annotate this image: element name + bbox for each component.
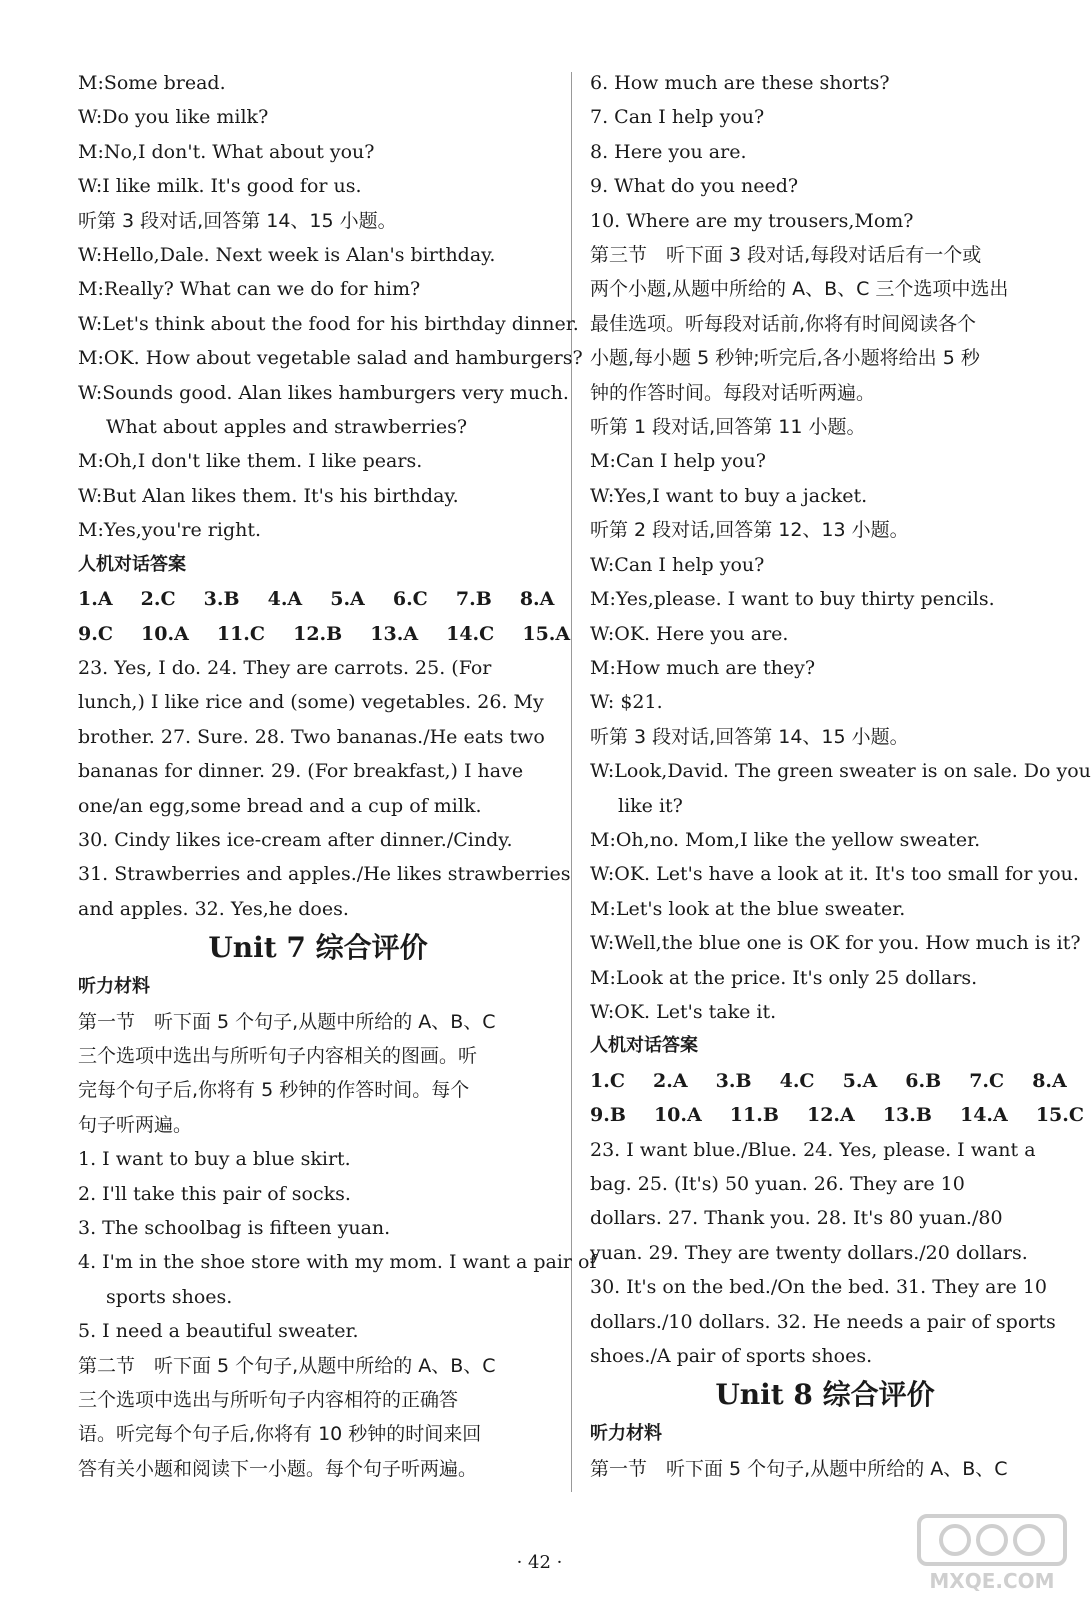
dialog-line: M:OK. How about vegetable salad and hamburgers? [78, 347, 583, 370]
open-answer: 31. Strawberries and apples./He likes strawberries [78, 863, 571, 886]
open-answer: 23. Yes, I do. 24. They are carrots. 25. (For [78, 656, 492, 679]
unit7-title: Unit 7 综合评价 [208, 931, 428, 965]
question-line: 10. Where are my trousers,Mom? [590, 209, 914, 232]
answer-item: 14.A [959, 1104, 1008, 1127]
answer-item: 7.B [455, 588, 492, 611]
answer-item: 8.A [519, 588, 555, 611]
answer-item: 7.C [969, 1069, 1005, 1092]
open-answer: 23. I want blue./Blue. 24. Yes, please. I want a [590, 1138, 1036, 1161]
dialog-line: W:Sounds good. Alan likes hamburgers very much. [78, 381, 569, 404]
dialog-line: M:Let's look at the blue sweater. [590, 897, 906, 920]
right-column [590, 66, 1091, 1486]
answer-item: 10.A [141, 622, 189, 645]
section-instruction: 第二节 听下面 5 个句子,从题中所给的 A、B、C [78, 1354, 496, 1377]
answer-heading: 人机对话答案 [590, 1035, 698, 1057]
dialog-instruction: 听第 1 段对话,回答第 11 小题。 [590, 416, 866, 439]
section-instruction: 语。听完每个句子后,你将有 10 秒钟的时间来回 [78, 1423, 482, 1446]
sentence: 2. I'll take this pair of socks. [78, 1182, 351, 1205]
page-number: · 42 · [516, 1552, 563, 1573]
dialog-line: M:Some bread. [78, 72, 226, 94]
answer-row [590, 1098, 1085, 1132]
dialog-line: W:Do you like milk? [78, 106, 269, 129]
dialog-line: W:Yes,I want to buy a jacket. [590, 484, 868, 507]
dialog-line: like it? [618, 794, 683, 817]
section-instruction: 第一节 听下面 5 个句子,从题中所给的 A、B、C [78, 1010, 496, 1033]
listening-heading: 听力材料 [590, 1423, 662, 1445]
answer-item: 14.C [446, 622, 495, 645]
answer-item: 2.C [140, 588, 176, 611]
dialog-line: M:No,I don't. What about you? [78, 140, 375, 163]
answer-item: 10.A [653, 1104, 702, 1127]
question-line: 6. How much are these shorts? [590, 72, 890, 94]
open-answer: dollars. 27. Thank you. 28. It's 80 yuan./80 [590, 1207, 1003, 1230]
question-line: 7. Can I help you? [590, 106, 765, 129]
open-answer: yuan. 29. They are twenty dollars./20 dollars. [590, 1241, 1028, 1264]
section-instruction: 答有关小题和阅读下一小题。每个句子听两遍。 [78, 1457, 478, 1480]
answer-item: 1.C [590, 1069, 625, 1092]
answer-item: 9.C [78, 622, 113, 645]
sentence: 5. I need a beautiful sweater. [78, 1320, 359, 1343]
section-instruction: 三个选项中选出与所听句子内容相关的图画。听 [78, 1044, 478, 1067]
answer-item: 11.B [729, 1104, 779, 1127]
question-line: 9. What do you need? [590, 175, 799, 198]
answer-item: 5.A [842, 1069, 878, 1092]
answer-item: 3.B [203, 588, 240, 611]
dialog-line: W:I like milk. It's good for us. [78, 175, 362, 198]
question-line: 8. Here you are. [590, 140, 747, 163]
dialog-line: M:Really? What can we do for him? [78, 278, 421, 301]
column-divider [571, 72, 572, 1492]
open-answer: bananas for dinner. 29. (For breakfast,) I have [78, 760, 524, 783]
dialog-line: M:Yes,you're right. [78, 519, 262, 542]
dialog-instruction: 听第 3 段对话,回答第 14、15 小题。 [78, 209, 397, 232]
section-instruction: 第一节 听下面 5 个句子,从题中所给的 A、B、C [590, 1457, 1008, 1480]
watermark-logo [917, 1514, 1067, 1594]
answer-item: 2.A [653, 1069, 688, 1092]
dialog-line: W:OK. Let's have a look at it. It's too small for you. [590, 863, 1079, 886]
dialog-line: W:Well,the blue one is OK for you. How much is it? [590, 932, 1081, 955]
dialog-line: W: $21. [590, 691, 663, 714]
answer-item: 12.B [293, 622, 343, 645]
answer-item: 13.B [882, 1104, 932, 1127]
dialog-line: W:But Alan likes them. It's his birthday. [78, 484, 459, 507]
dialog-instruction: 听第 2 段对话,回答第 12、13 小题。 [590, 519, 909, 542]
answer-item: 4.C [779, 1069, 815, 1092]
answer-item: 12.A [806, 1104, 855, 1127]
answer-item: 11.C [216, 622, 266, 645]
answer-item: 3.B [715, 1069, 752, 1092]
dialog-instruction: 听第 3 段对话,回答第 14、15 小题。 [590, 725, 909, 748]
section-instruction: 句子听两遍。 [78, 1113, 193, 1136]
unit8-title: Unit 8 综合评价 [715, 1378, 935, 1412]
dialog-line: W:OK. Here you are. [590, 622, 789, 645]
answer-item: 13.A [370, 622, 419, 645]
dialog-line: W:Hello,Dale. Next week is Alan's birthday. [78, 244, 496, 267]
answer-row [78, 617, 571, 651]
open-answer: and apples. 32. Yes,he does. [78, 897, 349, 920]
section-instruction: 两个小题,从题中所给的 A、B、C 三个选项中选出 [590, 278, 1009, 301]
dialog-line: W:Look,David. The green sweater is on sale. Do you [590, 760, 1091, 783]
section-instruction: 钟的作答时间。每段对话听两遍。 [590, 381, 876, 404]
open-answer: shoes./A pair of sports shoes. [590, 1345, 873, 1368]
answer-item: 1.A [78, 588, 113, 611]
answer-item: 6.B [905, 1069, 942, 1092]
dialog-line: M:Can I help you? [590, 450, 766, 473]
answer-item: 15.C [1035, 1104, 1085, 1127]
section-instruction: 第三节 听下面 3 段对话,每段对话后有一个或 [590, 244, 982, 267]
dialog-line: M:Yes,please. I want to buy thirty pencils. [590, 588, 995, 611]
watermark-text: MXQE.COM [929, 1569, 1055, 1593]
open-answer: 30. Cindy likes ice-cream after dinner./Cindy. [78, 828, 513, 851]
sentence: sports shoes. [106, 1285, 233, 1308]
sentence: 1. I want to buy a blue skirt. [78, 1148, 351, 1171]
answer-item: 15.A [522, 622, 571, 645]
sentence: 3. The schoolbag is fifteen yuan. [78, 1217, 391, 1239]
dialog-line: What about apples and strawberries? [106, 416, 468, 439]
left-column [78, 66, 597, 1486]
section-instruction: 最佳选项。听每段对话前,你将有时间阅读各个 [590, 312, 977, 335]
section-instruction: 三个选项中选出与所听句子内容相符的正确答 [78, 1389, 459, 1412]
listening-heading: 听力材料 [78, 976, 150, 998]
answer-row [78, 582, 558, 616]
answer-item: 6.C [392, 588, 428, 611]
section-instruction: 小题,每小题 5 秒钟;听完后,各小题将给出 5 秒 [590, 347, 980, 370]
answer-item: 4.A [267, 588, 303, 611]
dialog-line: M:Oh,I don't like them. I like pears. [78, 450, 423, 473]
section-instruction: 完每个句子后,你将有 5 秒钟的作答时间。每个 [78, 1079, 470, 1102]
dialog-line: M:Oh,no. Mom,I like the yellow sweater. [590, 828, 981, 851]
dialog-line: M:Look at the price. It's only 25 dollars. [590, 966, 978, 989]
dialog-line: W:Can I help you? [590, 553, 765, 576]
open-answer: dollars./10 dollars. 32. He needs a pair of sports [590, 1310, 1056, 1333]
answer-item: 9.B [590, 1104, 626, 1127]
answer-row [590, 1064, 1067, 1098]
dialog-line: M:How much are they? [590, 656, 816, 679]
sentence: 4. I'm in the shoe store with my mom. I want a pair of [78, 1251, 597, 1274]
open-answer: 30. It's on the bed./On the bed. 31. They are 10 [590, 1276, 1048, 1299]
dialog-line: W:Let's think about the food for his birthday dinner. [78, 312, 579, 335]
open-answer: brother. 27. Sure. 28. Two bananas./He eats two [78, 725, 545, 748]
open-answer: one/an egg,some bread and a cup of milk. [78, 794, 482, 817]
answer-item: 5.A [330, 588, 365, 611]
answer-item: 8.A [1032, 1069, 1067, 1092]
open-answer: bag. 25. (It's) 50 yuan. 26. They are 10 [590, 1173, 965, 1195]
dialog-line: W:OK. Let's take it. [590, 1000, 777, 1023]
open-answer: lunch,) I like rice and (some) vegetables. 26. My [78, 691, 544, 714]
answer-heading: 人机对话答案 [78, 553, 186, 575]
